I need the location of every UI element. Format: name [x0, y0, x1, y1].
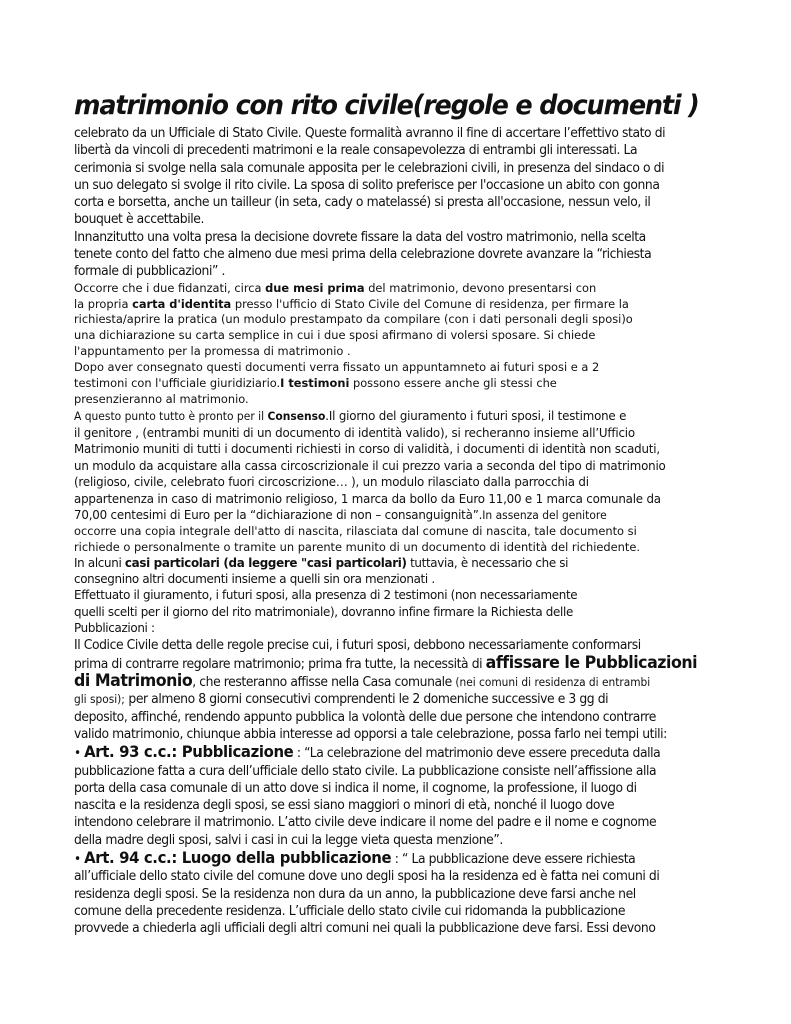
intro-paragraph [74, 125, 714, 229]
text-line: deposito, affinché, rendendo appunto pubblica la volontà delle due persone che intendono contrarre [74, 709, 656, 725]
text-line: presenzieranno al matrimonio. [74, 392, 249, 407]
text-line: di Matrimonio, che resteranno affisse nella Casa comunale (nei comuni di residenza di entrambi [74, 670, 651, 691]
text-line: della madre degli sposi, salvi i casi in cui la legge vieta questa menzione”. [74, 832, 503, 848]
text-line: l'appuntamento per la promessa di matrimonio . [74, 344, 351, 359]
text-line: intendono celebrare il matrimonio. L’atto civile deve indicare il nome del padre e il nome e cognome [74, 815, 657, 831]
text-line: In alcuni casi particolari (da leggere "casi particolari) tuttavia, è necessario che si [74, 555, 569, 571]
text-line: appartenenza in caso di matrimonio religioso, 1 marca da bollo da Euro 11,00 e 1 marca comunale da [74, 490, 661, 506]
text-line: Matrimonio muniti di tutti i documenti richiesti in corso di validità, i documenti di identità non scaduti, [74, 441, 660, 457]
special-cases-link: casi particolari (da leggere "casi particolari) [124, 555, 407, 571]
document-page [74, 90, 714, 938]
text-line: provvede a chiederla agli ufficiali degli altri comuni nei quali la pubblicazione deve farsi. Essi devono [74, 921, 656, 937]
text-line: nascita e la residenza degli sposi, se essi siano maggiori o minori di età, nonché il luogo dove [74, 798, 615, 814]
text-line: testimoni con l'ufficiale giuridiziario.I testimoni possono essere anche gli stessi che [74, 376, 557, 391]
text-line: occorre una copia integrale dell'atto di nascita, rilasciata dal comune di nascita, tale documento si [74, 524, 637, 539]
text-line: consegnino altri documenti insieme a quelli sin ora menzionati . [74, 572, 435, 588]
date-paragraph [74, 229, 714, 281]
document-title: matrimonio con rito civile(regole e documenti ) [74, 90, 699, 121]
text-line: comune della precedente residenza. L’ufficiale dello stato civile cui ridomanda la pubblicazione [74, 904, 626, 920]
text-line: bouquet è accettabile. [74, 212, 204, 228]
emphasis-marriage: di Matrimonio [74, 670, 193, 691]
text-line: 70,00 centesimi di Euro per la “dichiarazione di non – consanguignità”.In assenza del genitore [74, 507, 607, 523]
text-line: Occorre che i due fidanzati, circa due mesi prima del matrimonio, devono presentarsi con [74, 280, 597, 295]
bullet-icon: • [74, 746, 85, 762]
text-line: formale di pubblicazioni” . [74, 264, 225, 280]
text-line: Innanzitutto una volta presa la decisione dovrete fissare la data del vostro matrimonio, nella scelta [74, 229, 646, 245]
emphasis-witnesses: I testimoni [280, 376, 350, 391]
text-line: (religioso, civile, celebrato fuori circoscrizione… ), un modulo rilasciato dalla parrocchia di [74, 474, 589, 490]
text-line: celebrato da un Ufficiale di Stato Civile. Queste formalità avranno il fine di accertare l’effettivo stato di [74, 126, 666, 141]
consent-paragraph [74, 408, 714, 556]
text-line: prima di contrarre regolare matrimonio; prima fra tutte, la necessità di affissare le Pubblicazioni [74, 652, 698, 673]
bullet-icon: • [74, 852, 85, 868]
documents-paragraph [74, 281, 714, 408]
text-line: la propria carta d'identita presso l'ufficio di Stato Civile del Comune di residenza, per firmare la [74, 296, 629, 311]
text-line: il genitore , (entrambi muniti di un documento di identità valido), si recheranno insieme all’Ufficio [74, 424, 635, 440]
text-line: • Art. 94 c.c.: Luogo della pubblicazione : “ La pubblicazione deve essere richiesta [74, 848, 636, 868]
text-line: cerimonia si svolge nella sala comunale apposita per le celebrazioni civili, in presenza del sindaco o di [74, 160, 665, 176]
text-line: pubblicazione fatta a cura dell’ufficiale dello stato civile. La pubblicazione consiste nell’affissione alla [74, 763, 657, 779]
text-line: un suo delegato si svolge il rito civile. La sposa di solito preferisce per l'occasione un abito con gonna [74, 177, 660, 193]
text-line: quelli scelti per il giorno del rito matrimoniale), dovranno infine firmare la Richiesta delle [74, 604, 573, 620]
text-line: gli sposi); per almeno 8 giorni consecutivi comprendenti le 2 domeniche successive e 3 gg di [74, 692, 609, 708]
article-94-heading: Art. 94 c.c.: Luogo della pubblicazione [84, 848, 392, 868]
text-line: Effettuato il giuramento, i futuri sposi, alla presenza di 2 testimoni (non necessariamente [74, 588, 578, 604]
emphasis-publications: affissare le Pubblicazioni [485, 652, 698, 673]
text-line: un modulo da acquistare alla cassa circoscrizionale il cui prezzo varia a seconda del tipo di matrimonio [74, 457, 666, 473]
text-line: una dichiarazione su carta semplice in cui i due sposi afirmano di volersi sposare. Si chiede [74, 328, 596, 343]
text-line: Dopo aver consegnato questi documenti verra fissato un appuntamneto ai futuri sposi e a 2 [74, 360, 600, 375]
text-line: richiesta/aprire la pratica (un modulo prestampato da compilare (con i dati personali degli sposi)o [74, 312, 633, 327]
text-line: corta e borsetta, anche un tailleur (in seta, cady o matelassé) si presta all'occasione, nessun velo, il [74, 195, 651, 211]
article-93 [74, 743, 714, 849]
text-line: Il Codice Civile detta delle regole precise cui, i futuri sposi, debbono necessariamente conformarsi [74, 638, 641, 654]
text-line: libertà da vincoli di precedenti matrimoni e la reale consapevolezza di entrambi gli interessati. La [74, 143, 638, 159]
emphasis-two-months: due mesi prima [265, 280, 365, 295]
article-94 [74, 849, 714, 938]
special-cases-paragraph [74, 556, 714, 637]
text-line: richiede o personalmente o tramite un parente munito di un documento di identità del richiedente. [74, 539, 640, 554]
text-line: • Art. 93 c.c.: Pubblicazione : “La celebrazione del matrimonio deve essere preceduta dalla [74, 742, 661, 762]
text-line: tenete conto del fatto che almeno due mesi prima della celebrazione dovrete avanzare la “richiesta [74, 247, 652, 263]
emphasis-consent: Consenso [267, 408, 326, 423]
text-line: all’ufficiale dello stato civile del comune dove uno degli sposi ha la residenza ed è fatta nei comuni di [74, 869, 660, 885]
text-line: A questo punto tutto è pronto per il Consenso.Il giorno del giuramento i futuri sposi, il testimone e [74, 407, 627, 423]
civil-code-paragraph [74, 637, 714, 743]
text-line: Pubblicazioni : [74, 621, 155, 637]
text-line: valido matrimonio, chiunque abbia interesse ad opporsi a tale celebrazione, possa farlo nei tempi utili: [74, 726, 667, 742]
text-line: residenza degli sposi. Se la residenza non dura da un anno, la pubblicazione deve farsi anche nel [74, 886, 636, 902]
text-line: porta della casa comunale di un atto dove si indica il nome, il cognome, la professione, il luogo di [74, 780, 637, 796]
article-93-heading: Art. 93 c.c.: Pubblicazione [84, 742, 294, 762]
emphasis-identity-card: carta d'identita [132, 296, 232, 311]
